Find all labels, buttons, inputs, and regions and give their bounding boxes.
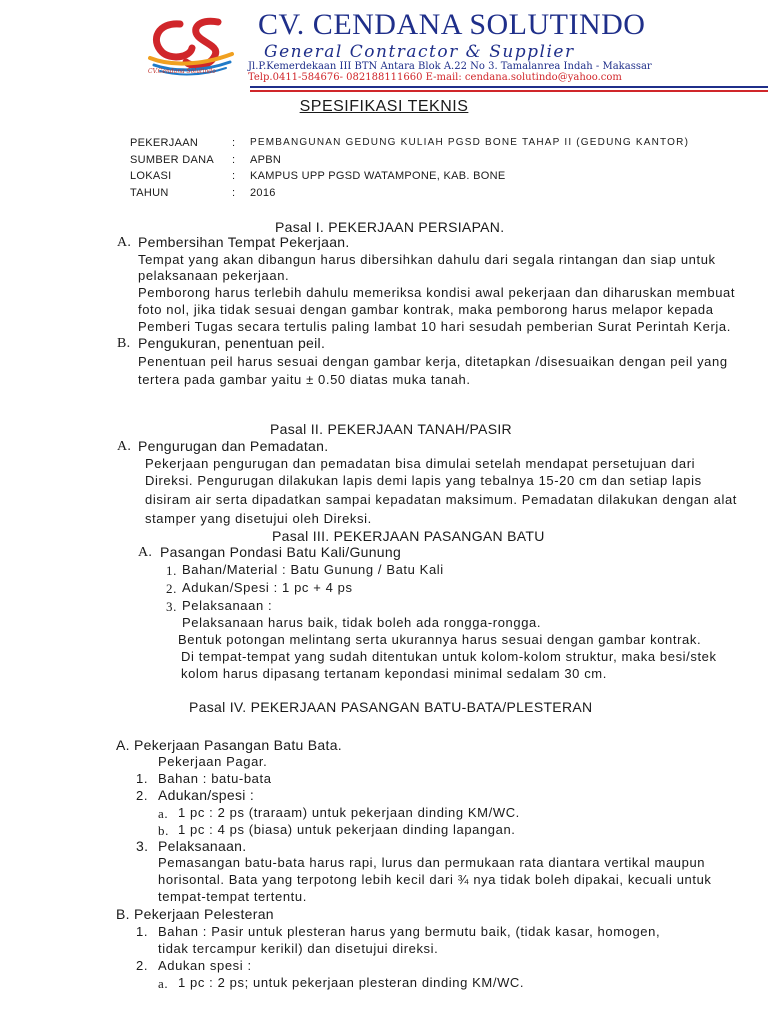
- paragraph-line: tidak tercampur kerikil) dan disetujui direksi.: [158, 941, 439, 956]
- list-number: 2.: [136, 958, 149, 973]
- meta-value: KAMPUS UPP PGSD WATAMPONE, KAB. BONE: [250, 170, 506, 182]
- list-item-text: Bahan : batu-bata: [158, 771, 272, 786]
- list-item-text: 1 pc : 4 ps (biasa) untuk pekerjaan dinding lapangan.: [178, 822, 516, 837]
- paragraph-line: Pemborong harus terlebih dahulu memeriksa kondisi awal pekerjaan dan diharuskan membuat: [138, 285, 736, 300]
- header-rule-blue: [250, 86, 768, 88]
- header-rule-red: [250, 90, 768, 92]
- line-text: Tempat yang akan dibangun harus dibersihkan dahulu dari segala rintangan dan siap untuk: [138, 252, 716, 267]
- list-item-text: 1 pc : 2 ps; untuk pekerjaan plesteran dinding KM/WC.: [178, 975, 525, 990]
- pasal-2-a-title-suffix: .: [324, 438, 329, 454]
- list-number: 1.: [136, 924, 149, 939]
- pasal-2-a-marker: A.: [117, 439, 132, 454]
- list-item-text: Adukan spesi :: [158, 958, 252, 973]
- paragraph-line: Penentuan peil harus sesuai dengan gambar kerja, ditetapkan /disesuaikan dengan peil yang: [138, 354, 728, 369]
- list-number: 2.: [136, 788, 149, 803]
- paragraph-line: Bentuk potongan melintang serta ukurannya harus sesuai dengan gambar kontrak.: [178, 632, 702, 647]
- paragraph-line: Pekerjaan Pagar.: [158, 754, 268, 769]
- meta-value: APBN: [250, 153, 282, 166]
- list-number: 1.: [166, 563, 177, 578]
- paragraph-line: tertera pada gambar yaitu ± 0.50 diatas muka tanah.: [138, 372, 471, 387]
- list-letter: a.: [158, 976, 169, 991]
- list-item-text: Adukan/Spesi : 1 pc + 4 ps: [182, 580, 353, 595]
- paragraph-line: Pekerjaan pengurugan dan pemadatan bisa dimulai setelah mendapat persetujuan dari: [145, 456, 696, 471]
- paragraph-line: pelaksanaan pekerjaan.: [138, 268, 290, 283]
- pasal-1-title: Pasal I. PEKERJAAN PERSIAPAN.: [275, 219, 505, 235]
- pasal-1-b-marker: B.: [117, 336, 131, 351]
- paragraph-line: foto nol, jika tidak sesuai dengan gambar kontrak, maka pemborong harus melapor kepada: [138, 302, 714, 317]
- list-number: 3.: [136, 838, 149, 854]
- meta-label: LOKASI: [130, 170, 172, 182]
- list-number: 1.: [136, 771, 149, 786]
- list-letter: a.: [158, 806, 169, 821]
- list-item-text: Pelaksanaan :: [182, 598, 273, 613]
- pasal-4-title: Pasal IV. PEKERJAAN PASANGAN BATU-BATA/PLESTERAN: [189, 699, 593, 715]
- list-letter: b.: [158, 823, 169, 838]
- company-tagline: General Contractor & Supplier: [264, 42, 575, 62]
- meta-label: PEKERJAAN: [130, 137, 199, 149]
- paragraph-line: horisontal. Bata yang terpotong lebih kecil dari ¾ nya tidak boleh dipakai, kecuali untuk: [158, 872, 712, 887]
- company-name: CV. CENDANA SOLUTINDO: [258, 8, 646, 41]
- pasal-1-a-marker: A.: [117, 235, 132, 250]
- company-address: Jl.P.Kemerdekaan III BTN Antara Blok A.22 No 3. Tamalanrea Indah - Makassar: [248, 61, 652, 72]
- list-item-text: 1 pc : 2 ps (traraam) untuk pekerjaan dinding KM/WC.: [178, 805, 520, 820]
- paragraph-line: kolom harus dipasang tertanam kepondasi minimal sedalam 30 cm.: [181, 666, 607, 681]
- meta-colon: :: [232, 137, 236, 149]
- meta-label: TAHUN: [130, 186, 169, 199]
- logo-caption: CV.Cendana Solutindo: [148, 68, 216, 75]
- pasal-3-a-marker: A.: [138, 545, 153, 560]
- paragraph-line: stamper yang disetujui oleh Direksi.: [145, 511, 372, 526]
- document-title: SPESIFIKASI TEKNIS: [299, 98, 469, 115]
- pasal-2-a-title-text: Pengurugan dan Pemadatan: [138, 438, 325, 454]
- paragraph-line: Direksi. Pengurugan dilakukan lapis demi lapis yang tebalnya 15-20 cm dan setiap lapis: [145, 473, 702, 488]
- paragraph-line: Di tempat-tempat yang sudah ditentukan untuk kolom-kolom struktur, maka besi/stek: [181, 649, 717, 664]
- meta-colon: :: [232, 186, 236, 199]
- pasal-2-title: Pasal II. PEKERJAAN TANAH/PASIR: [270, 421, 512, 437]
- list-number: 2.: [166, 581, 177, 596]
- pasal-4-b-title: B. Pekerjaan Pelesteran: [116, 906, 274, 922]
- paragraph-line: Pemberi Tugas secara tertulis paling lambat 10 hari sesudah pemberian Surat Perintah Kerja.: [138, 319, 731, 334]
- company-contact: Telp.0411-584676- 082188111660 E-mail: cendana.solutindo@yahoo.com: [248, 72, 622, 83]
- list-number: 3.: [166, 599, 177, 614]
- pasal-3-a-title: Pasangan Pondasi Batu Kali/Gunung: [160, 544, 402, 560]
- meta-label: SUMBER DANA: [130, 153, 214, 166]
- paragraph-line: tempat-tempat tertentu.: [158, 889, 307, 904]
- paragraph-line: disiram air serta dipadatkan sampai kepadatan maksimum. Pemadatan dilakukan dengan alat: [145, 492, 738, 507]
- meta-colon: :: [232, 170, 236, 182]
- paragraph-line: Pelaksanaan harus baik, tidak boleh ada rongga-rongga.: [182, 615, 542, 630]
- meta-value: PEMBANGUNAN GEDUNG KULIAH PGSD BONE TAHAP II (GEDUNG KANTOR): [250, 137, 690, 148]
- pasal-1-a-title: Pembersihan Tempat Pekerjaan.: [138, 234, 350, 250]
- pasal-4-a-title: A. Pekerjaan Pasangan Batu Bata.: [116, 737, 342, 753]
- pasal-3-title: Pasal III. PEKERJAAN PASANGAN BATU: [272, 528, 545, 544]
- paragraph-line-justified: [138, 252, 716, 267]
- pasal-2-a-title: [138, 438, 328, 454]
- letterhead: [140, 6, 740, 88]
- meta-value: 2016: [250, 186, 276, 199]
- list-item-text: Bahan : Pasir untuk plesteran harus yang bermutu baik, (tidak kasar, homogen,: [158, 924, 661, 939]
- list-item-text: Bahan/Material : Batu Gunung / Batu Kali: [182, 562, 444, 577]
- pasal-1-b-title: Pengukuran, penentuan peil.: [138, 335, 326, 351]
- meta-colon: :: [232, 153, 236, 166]
- paragraph-line: Pemasangan batu-bata harus rapi, lurus dan permukaan rata diantara vertikal maupun: [158, 855, 706, 870]
- list-item-heading: Adukan/spesi :: [158, 787, 255, 803]
- list-item-heading: Pelaksanaan.: [158, 838, 247, 854]
